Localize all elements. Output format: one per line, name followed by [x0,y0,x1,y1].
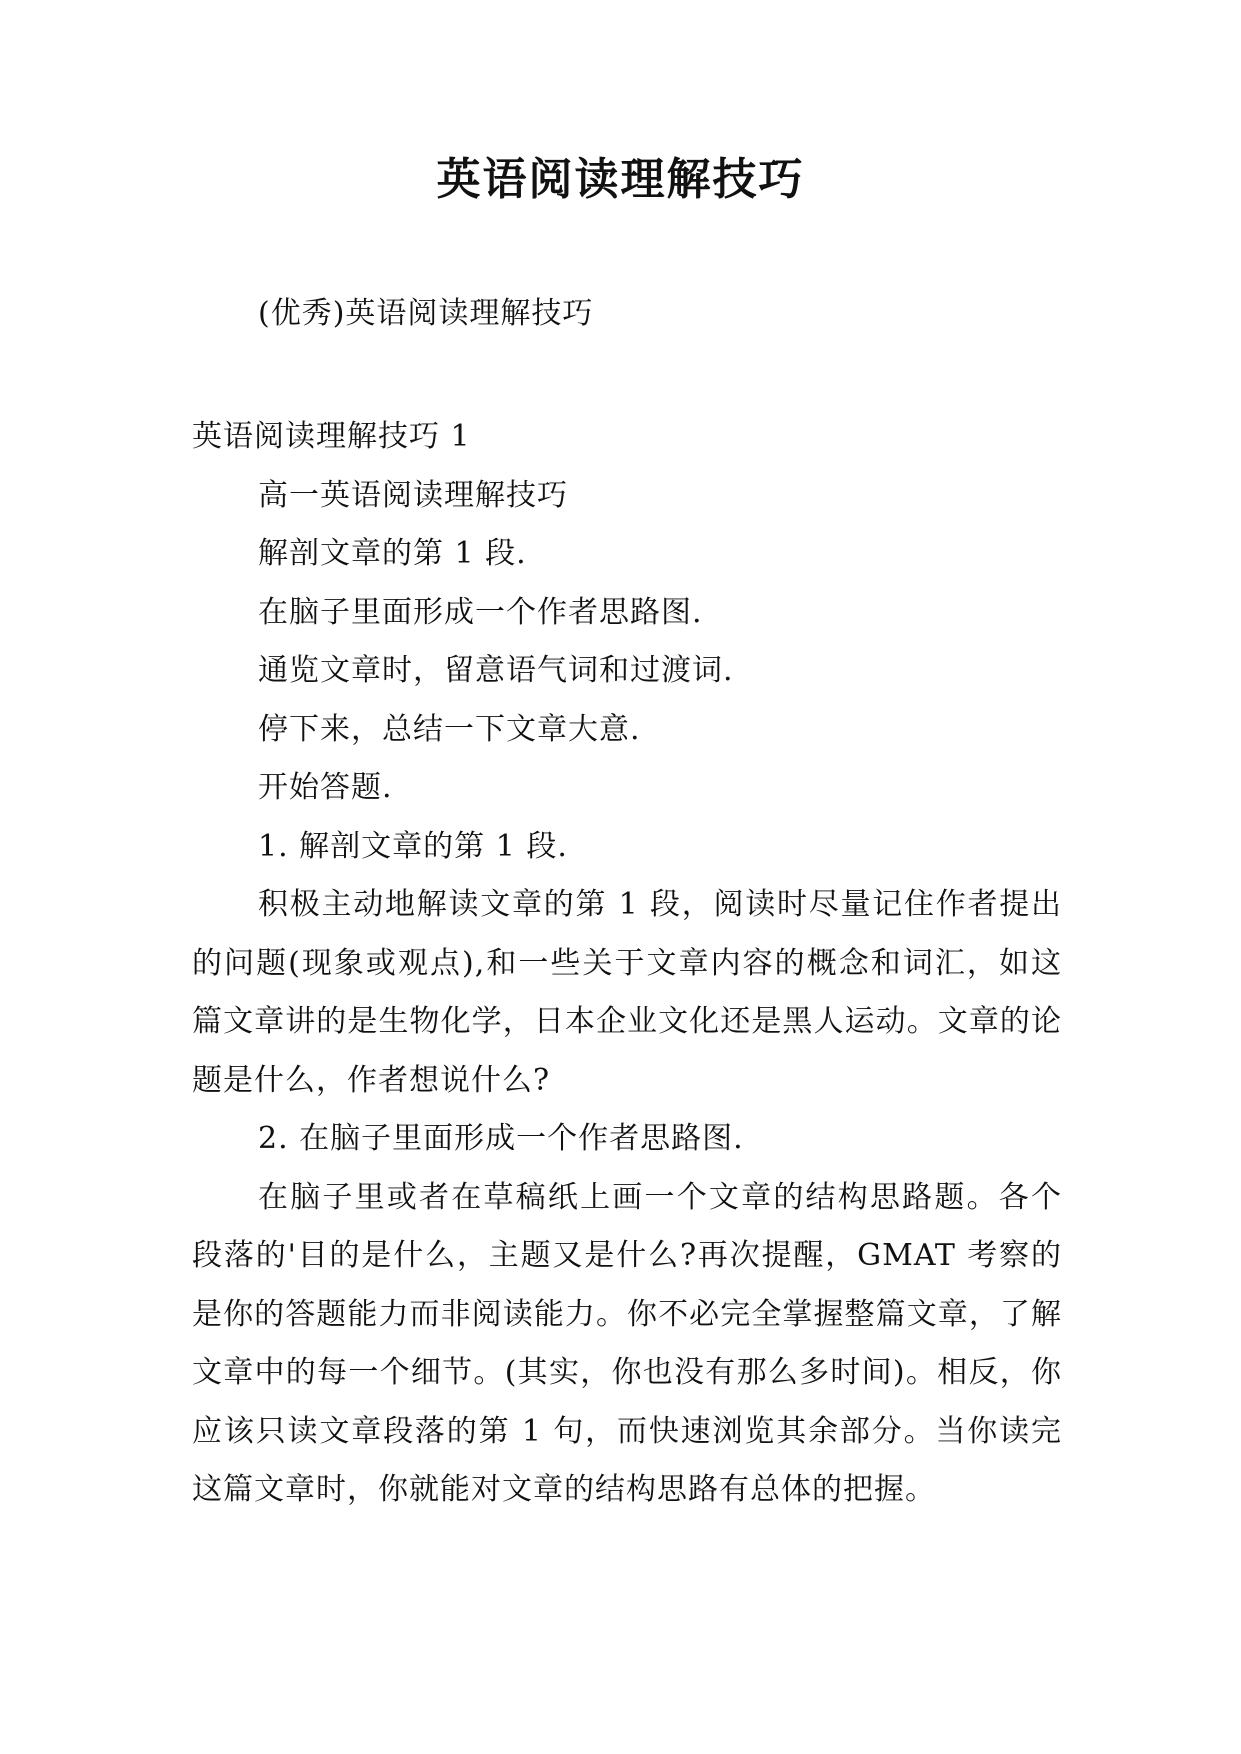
section-heading: 英语阅读理解技巧 1 [192,419,471,454]
numbered-heading: 2. 在脑子里面形成一个作者思路图. [258,1121,744,1156]
paragraph: 在脑子里面形成一个作者思路图. [258,594,703,630]
paragraph: 开始答题. [258,770,393,805]
document-body [192,408,1062,1520]
paragraph: 解剖文章的第 1 段. [258,536,527,571]
paragraph: 在脑子里或者在草稿纸上画一个文章的结构思路题。各个段落的'目的是什么，主题又是什么?再次提醒，GMAT 考察的是你的答题能力而非阅读能力。你不必完全掌握整篇文章，了解文章中的每一个细节。(其实，你也没有那么多时间)。相反，你应该只读文章段落的第 1 句，而快速浏览其余部分。当你读完这篇文章时，你就能对文章的结构思路有总体的把握。 [192,1179,1062,1507]
numbered-heading: 1. 解剖文章的第 1 段. [258,828,568,864]
document-subtitle: (优秀)英语阅读理解技巧 [258,296,594,331]
paragraph: 积极主动地解读文章的第 1 段，阅读时尽量记住作者提出的问题(现象或观点),和一些关于文章内容的概念和词汇，如这篇文章讲的是生物化学，日本企业文化还是黑人运动。文章的论题是什么，作者想说什么? [192,887,1062,1098]
paragraph: 高一英语阅读理解技巧 [258,477,568,513]
document-title: 英语阅读理解技巧 [436,154,805,205]
paragraph: 通览文章时，留意语气词和过渡词. [258,653,734,688]
paragraph: 停下来，总结一下文章大意. [258,711,641,747]
